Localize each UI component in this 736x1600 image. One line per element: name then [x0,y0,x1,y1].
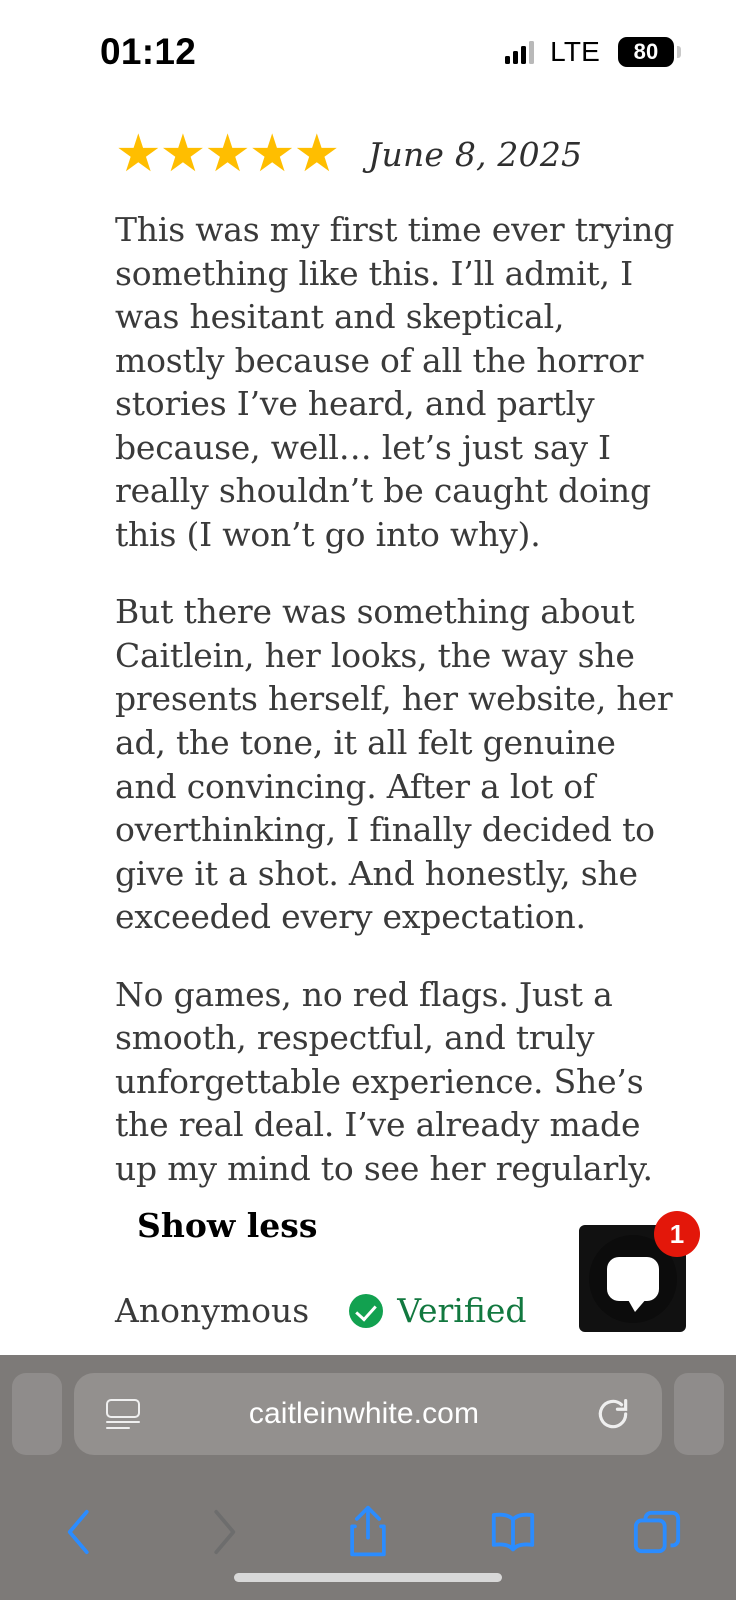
star-rating-icon: ★★★★★ [115,125,339,183]
review-body [115,208,676,1190]
cellular-signal-icon [505,40,534,64]
show-less-button[interactable]: Show less [137,1206,318,1246]
forward-button[interactable] [189,1497,259,1567]
chat-widget-button[interactable] [579,1218,686,1332]
status-indicators [505,36,674,68]
review-paragraph: But there was something about Caitlein, her looks, the way she presents herself, her website, her ad, the tone, it all felt genuine and convincing. After a lot of overthinking, I finally decided to give it a shot. And honestly, she exceeded every expectation. [115,592,673,937]
next-tab-preview[interactable] [674,1373,724,1455]
url-row [0,1355,736,1473]
review-header [115,125,676,183]
verified-badge-group [349,1291,526,1330]
battery-icon [618,37,674,67]
bookmarks-button[interactable] [478,1497,548,1567]
verified-label: Verified [397,1291,527,1331]
browser-chrome [0,1355,736,1600]
review-card [0,100,736,1355]
check-circle-icon [349,1294,383,1328]
text-size-aa-icon[interactable] [104,1399,142,1429]
reload-icon[interactable] [594,1395,632,1433]
review-author: Anonymous [115,1291,310,1331]
review-paragraph: No games, no red flags. Just a smooth, respectful, and truly unforgettable experience. She’s the real deal. I’ve already made up my mind to see her regularly. [115,974,653,1188]
status-time: 01:12 [100,31,197,72]
battery-percent-label: 80 [633,39,659,64]
previous-tab-preview[interactable] [12,1373,62,1455]
address-bar[interactable] [74,1373,662,1455]
share-button[interactable] [333,1497,403,1567]
tabs-button[interactable] [622,1497,692,1567]
chat-unread-badge: 1 [654,1211,700,1257]
review-date: June 8, 2025 [368,134,583,174]
url-text: caitleinwhite.com [248,1397,480,1430]
status-bar [0,0,736,100]
home-indicator [234,1573,502,1582]
back-button[interactable] [44,1497,114,1567]
network-type-label: LTE [550,36,600,67]
review-paragraph: This was my first time ever trying something like this. I’ll admit, I was hesitant and skeptical, mostly because of all the horror stories I’ve heard, and partly because, well… let’s just say I really shouldn’t be caught doing this (I won’t go into why). [115,210,675,554]
